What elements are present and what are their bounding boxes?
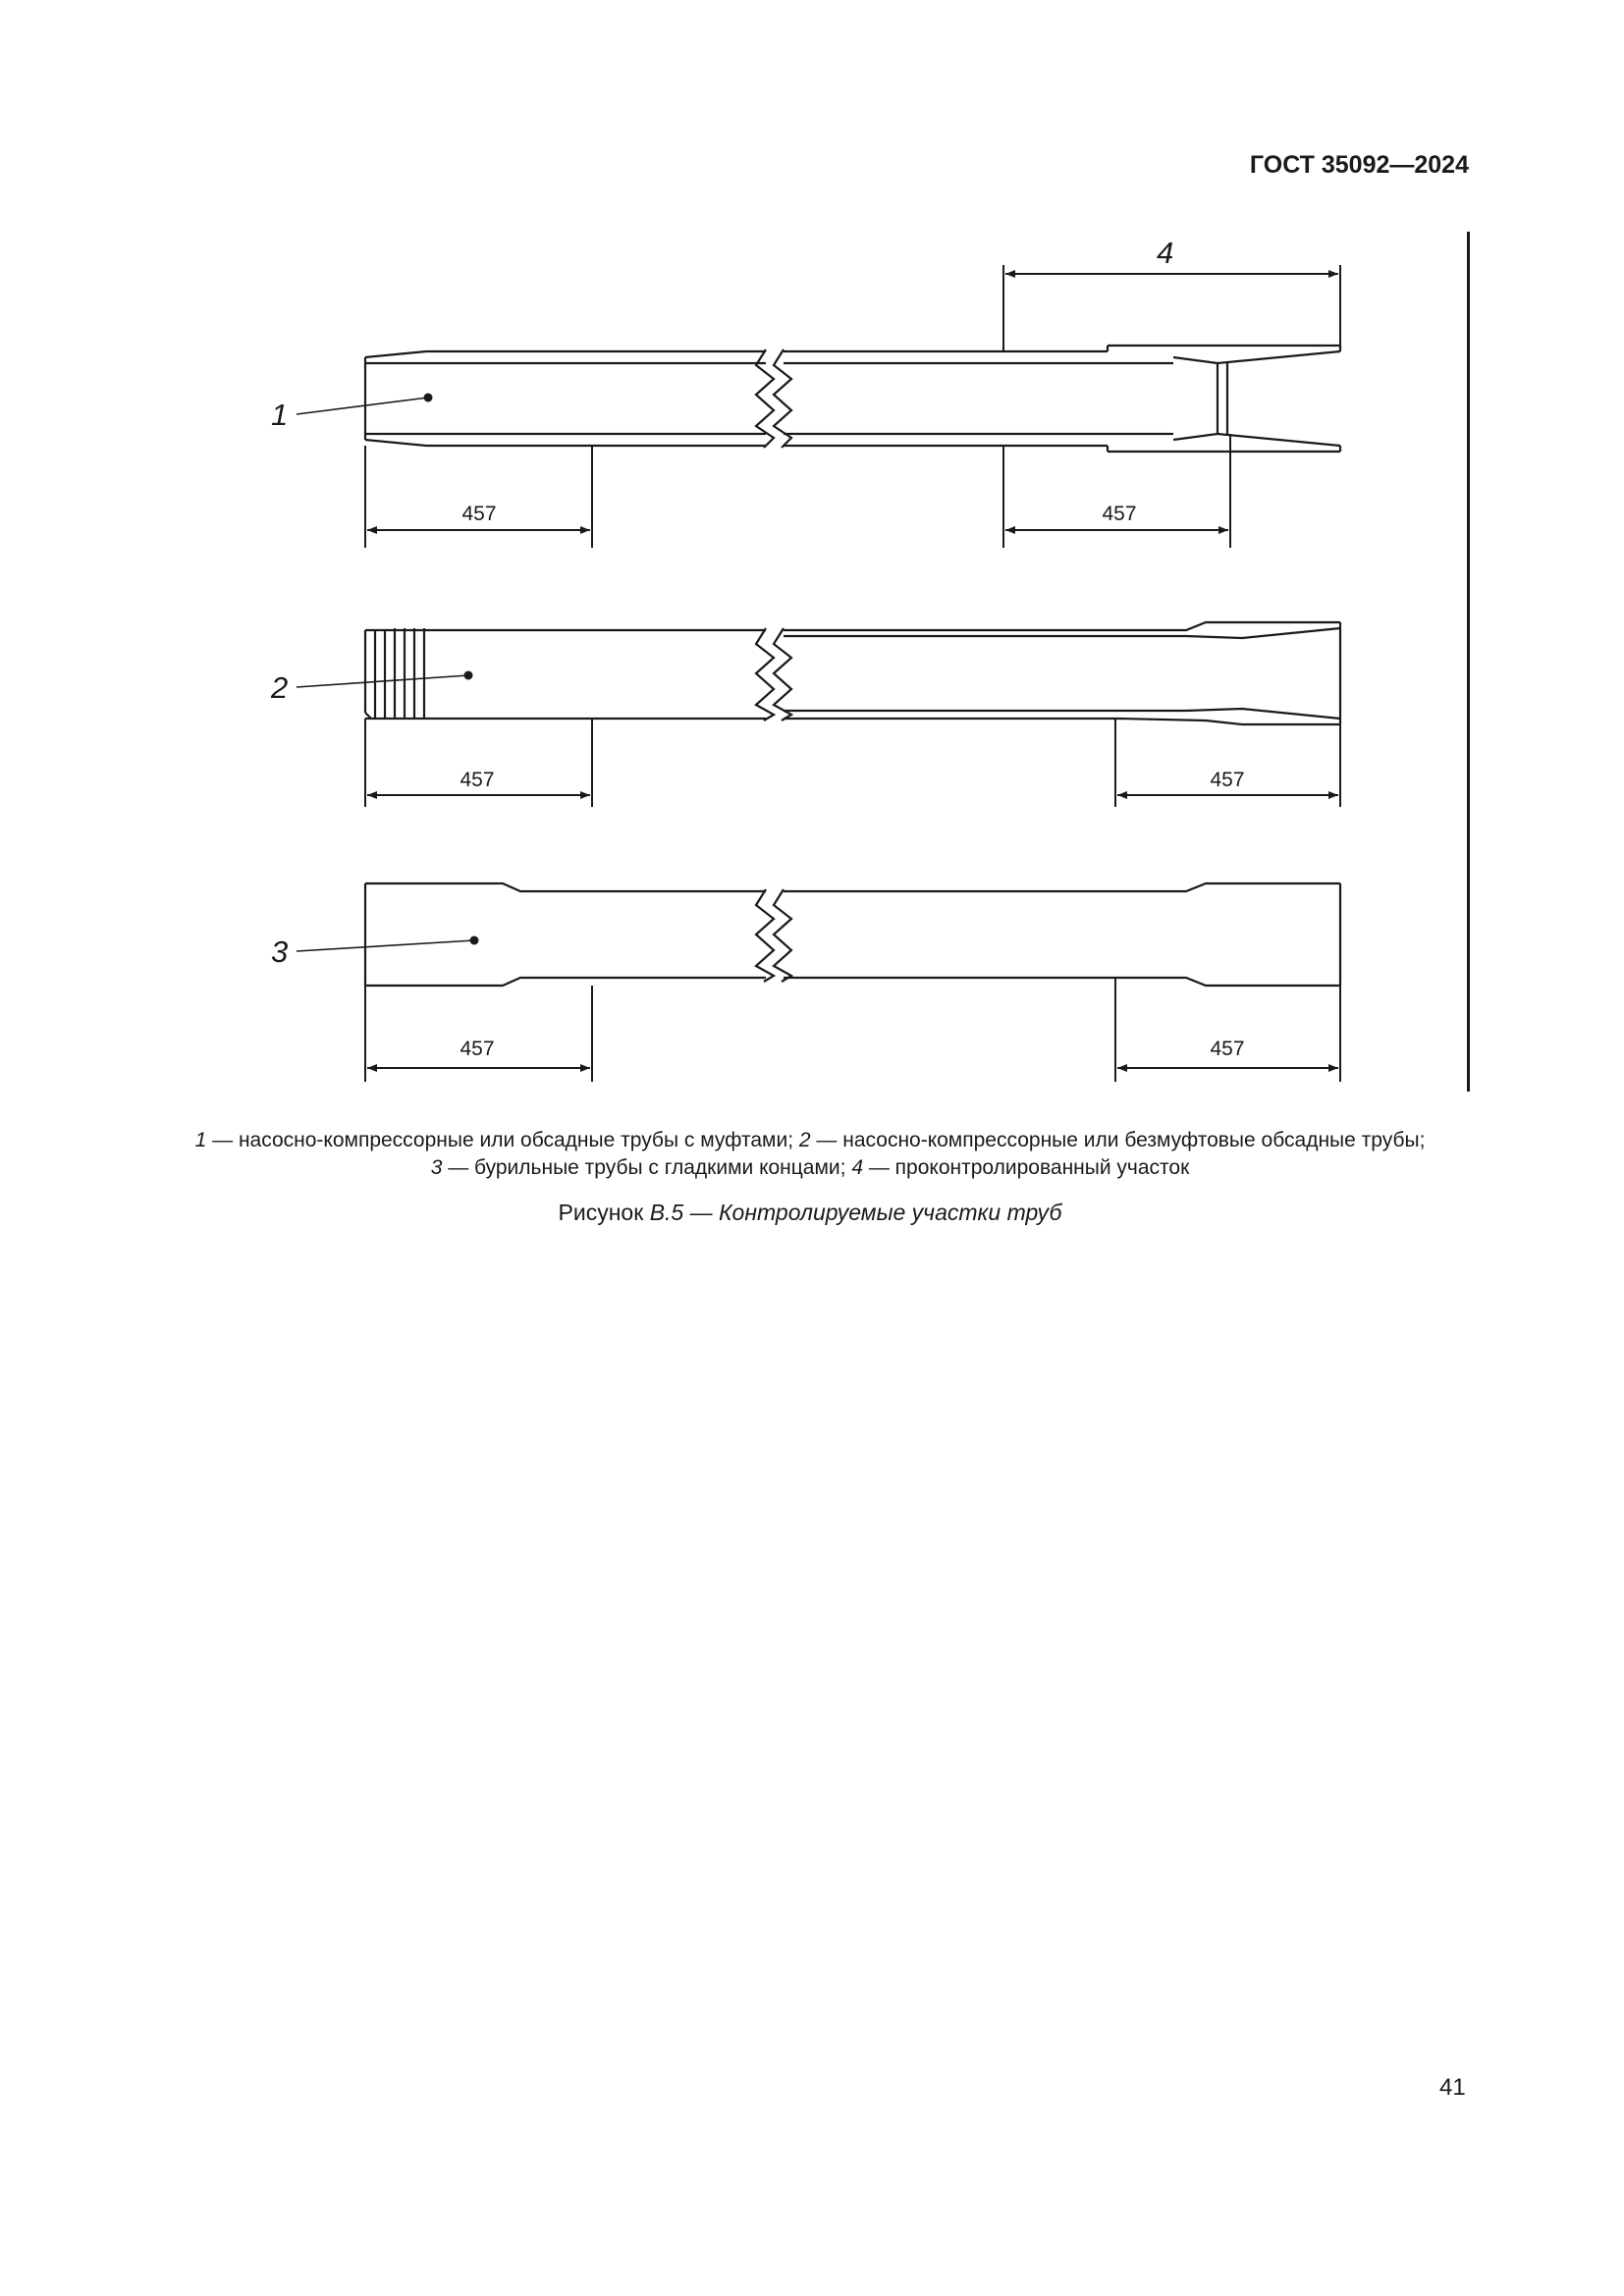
- legend-num: 1: [194, 1129, 207, 1151]
- legend-line-1: [147, 1127, 1473, 1154]
- legend-num: 2: [798, 1129, 811, 1151]
- callout-3: 3: [271, 934, 289, 969]
- pipe-figure: [0, 0, 1624, 1129]
- legend-text: — насосно-компрессорные или обсадные трубы с муфтами;: [206, 1129, 799, 1151]
- figure-caption: [147, 1200, 1473, 1226]
- legend-num: 4: [851, 1156, 864, 1179]
- document-header: ГОСТ 35092—2024: [1249, 151, 1469, 179]
- dimension-value: 457: [1210, 769, 1245, 791]
- callout-2: 2: [271, 670, 289, 705]
- figure-legend: [147, 1127, 1473, 1182]
- page-number: 41: [1439, 2074, 1466, 2101]
- leader-dot-1: [424, 394, 433, 402]
- caption-title: — Контролируемые участки труб: [683, 1200, 1062, 1225]
- leader-dot-3: [470, 936, 479, 945]
- callout-1: 1: [271, 398, 289, 432]
- dimension-value: 457: [461, 503, 497, 525]
- pipe-3: [365, 883, 1340, 986]
- legend-text: — проконтролированный участок: [863, 1156, 1190, 1179]
- leader-dot-2: [464, 671, 473, 680]
- dimension-value: 457: [460, 769, 495, 791]
- pipe-1: [365, 346, 1340, 452]
- dimension-value: 457: [460, 1038, 495, 1060]
- legend-text: — бурильные трубы с гладкими концами;: [442, 1156, 852, 1179]
- caption-prefix: Рисунок: [558, 1200, 650, 1225]
- extension-lines: [365, 265, 1340, 1082]
- dimension-lines: [367, 274, 1338, 1068]
- callout-4: 4: [1157, 236, 1174, 270]
- dimension-value: 457: [1210, 1038, 1245, 1060]
- legend-num: 3: [430, 1156, 443, 1179]
- legend-text: — насосно-компрессорные или безмуфтовые обсадные трубы;: [810, 1129, 1426, 1151]
- dimension-value: 457: [1102, 503, 1137, 525]
- pipe-2: [365, 622, 1340, 724]
- caption-number: В.5: [649, 1200, 684, 1225]
- legend-line-2: [147, 1154, 1473, 1182]
